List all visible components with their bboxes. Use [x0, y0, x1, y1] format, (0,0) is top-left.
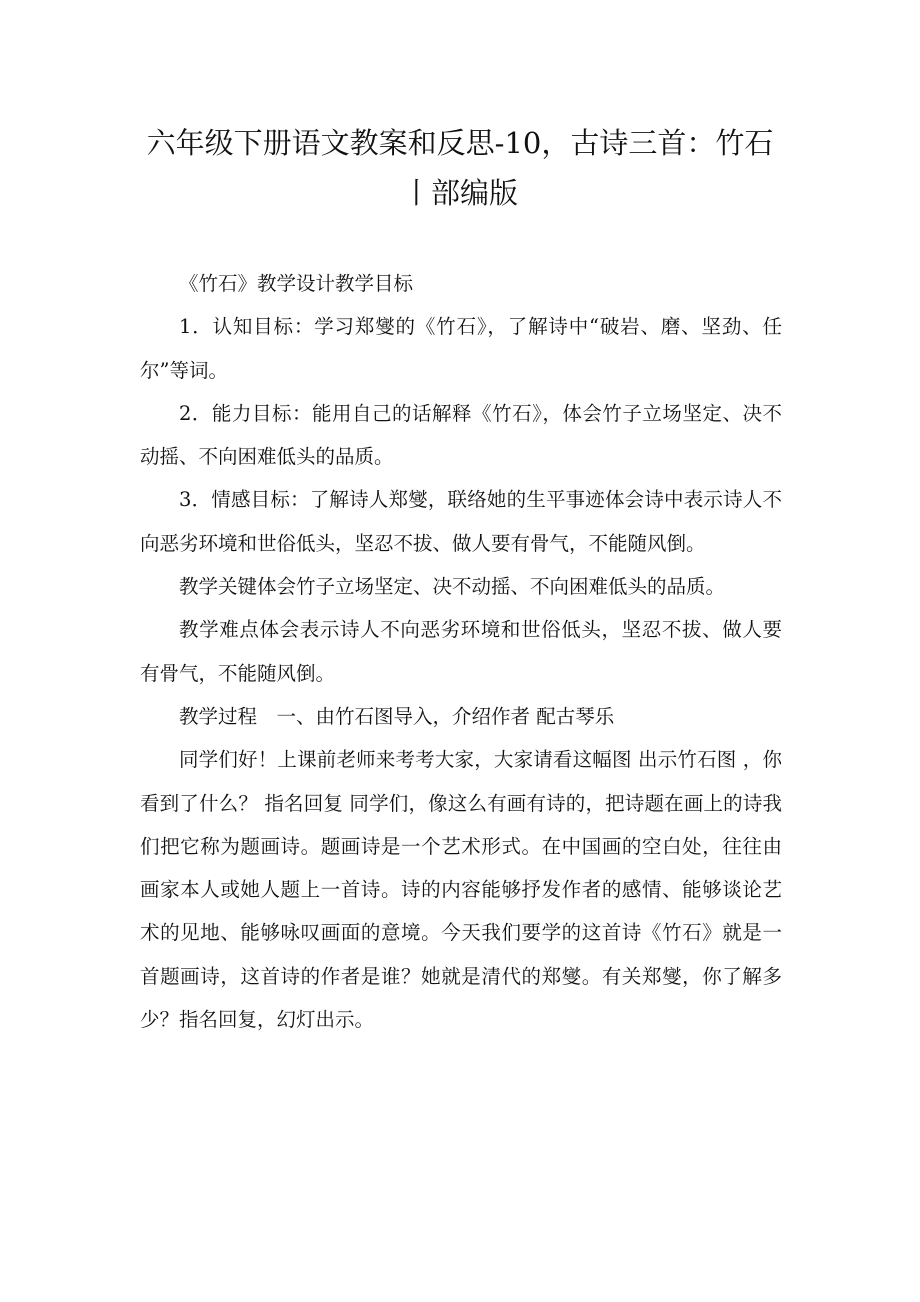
objective-ability: 2．能力目标：能用自己的话解释《竹石》，体会竹子立场坚定、决不动摇、不向困难低头的品质。	[140, 401, 782, 469]
teaching-difficulty: 教学难点体会表示诗人不向恶劣环境和世俗低头，坚忍不拔、做人要有骨气，不能随风倒。	[140, 618, 782, 685]
teaching-process-intro: 同学们好！上课前老师来考考大家，大家请看这幅图 出示竹石图 ，你看到了什么？ 指名回复 同学们，像这么有画有诗的，把诗题在画上的诗我们把它称为题画诗。题画诗是一个艺术形式。在中国画的空白处，往往由画家本人或她人题上一首诗。诗的内容能够抒发作者的感情、能够谈论艺术的见地、能够咏叹画面的意境。今天我们要学的这首诗《竹石》就是一首题画诗，这首诗的作者是谁？她就是清代的郑燮。有关郑燮，你了解多少？指名回复，幻灯出示。	[140, 748, 782, 1032]
objective-emotional: 3．情感目标：了解诗人郑燮，联络她的生平事迹体会诗中表示诗人不向恶劣环境和世俗低头，坚忍不拔、做人要有骨气，不能随风倒。	[140, 488, 782, 555]
teaching-process-heading: 教学过程 一、由竹石图导入，介绍作者 配古琴乐	[179, 704, 615, 728]
objective-cognitive: 1．认知目标：学习郑燮的《竹石》，了解诗中“破岩、磨、坚劲、任尔”等词。	[140, 315, 782, 382]
section-heading: 《竹石》教学设计教学目标	[179, 272, 414, 295]
document-body	[140, 262, 782, 1041]
document-title: 六年级下册语文教案和反思-10，古诗三首：竹石丨部编版	[146, 126, 774, 210]
teaching-key-point: 教学关键体会竹子立场坚定、决不动摇、不向困难低头的品质。	[179, 575, 726, 599]
